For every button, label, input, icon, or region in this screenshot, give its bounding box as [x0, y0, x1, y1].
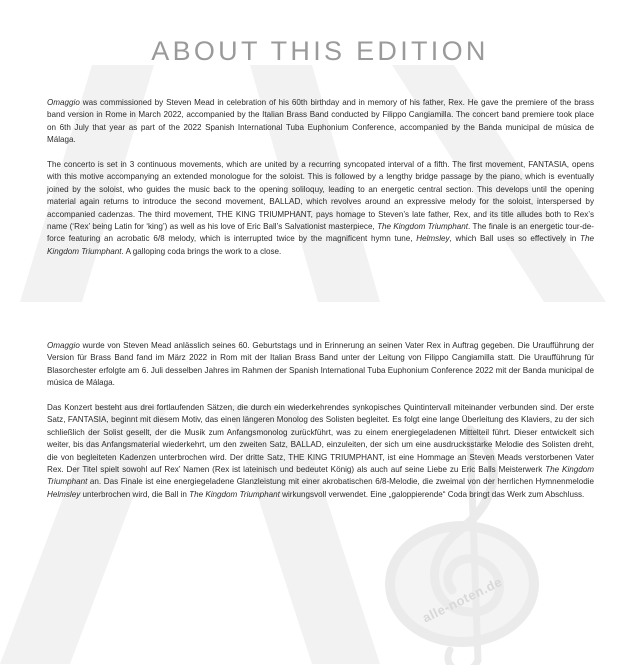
paragraph-text: , which Ball uses so effectively in	[449, 234, 581, 244]
work-title: The Kingdom Triumphant	[47, 234, 594, 256]
paragraph-text: Das Konzert besteht aus drei fortlaufenden Sätzen, die durch ein wiederkehrendes synkopisches Quintintervall miteinander verbunden sind. Der erste Satz, FANTASIA, beginnt mit diesem Motiv, das einen längeren Monolog des Solisten begleitet. Es folgt eine lange Überleitung des Klaviers, zu der sich schließlich der Solist gesellt, der die Musik zum Anfangsmonolog zurückführt, was zu einem energiegeladenen Mittelteil führt. Dieser entwickelt sich weiter, bis das Anfangsmaterial wiederkehrt, um den zweiten Satz, BALLAD, einzuleiten, der sich um eine ausdrucksstarke Melodie des Solisten dreht, die von begleiteten Kadenzen unterbrochen wird. Der dritte Satz, THE KING TRIUMPHANT, ist eine Hommage an Steven Meads verstorbenen Vater Rex. Der Titel spielt sowohl auf Rex’ Namen (Rex ist lateinisch und bedeutet König) als auch auf seine Liebe zu Eric Balls Meisterwerk	[47, 403, 594, 475]
english-paragraph-1	[47, 97, 594, 147]
hymn-title: Helmsley	[47, 489, 81, 499]
work-title: The Kingdom Triumphant	[189, 489, 280, 499]
paragraph-text: an. Das Finale ist eine energiegeladene Glanzleistung mit einer akrobatischen 6/8-Melodie, die zweimal von der herrlichen Hymnenmelodie	[87, 477, 594, 487]
work-title: The Kingdom Triumphant	[47, 465, 594, 487]
page-title: ABOUT THIS EDITION	[151, 36, 489, 66]
paragraph-text: The concerto is set in 3 continuous movements, which are united by a recurring syncopated interval of a fifth. The first movement, FANTASIA, opens with this motive accompanying an extended monologue for the soloist. This is followed by a lengthy bridge passage by the piano, which is eventually joined by the soloist, who guides the music back to the opening soliloquy, leading to an energetic central section. This develops until the opening material again returns to introduce the second movement, BALLAD, which revolves around an expressive melody for the soloist, interspersed by accompanied cadenzas. The third movement, THE KING TRIUMPHANT, pays homage to Steven’s late father, Rex, and its title alludes both to Rex’s name (‘Rex’ being Latin for ‘king’) as well as his love of Eric Ball’s Salvationist masterpiece,	[47, 160, 594, 232]
english-paragraph-2	[47, 159, 594, 258]
paragraph-text: . A galloping coda brings the work to a close.	[121, 246, 282, 256]
german-text	[47, 340, 594, 501]
german-paragraph-1	[47, 340, 594, 390]
english-text	[47, 97, 594, 258]
work-title-omaggio: Omaggio	[47, 341, 80, 350]
paragraph-text: . The finale is an energetic tour-de-force featuring an acrobatic 6/8 melody, which is interrupted twice by the magnificent hymn tune,	[47, 222, 594, 244]
watermark: alle-noten.de	[420, 573, 505, 626]
work-title-omaggio: Omaggio	[47, 98, 80, 107]
paragraph-text: wurde von Steven Mead anlässlich seines 60. Geburtstags und in Erinnerung an seinen Vater Rex in Auftrag gegeben. Die Uraufführung der Version für Brass Band fand im März 2022 in Rom mit der Italian Brass Band unter der Leitung von Filippo Cangiamilla statt. Die Uraufführung für Blasorchester erfolgte am 6. Juli desselben Jahres im Rahmen der Spanish International Tuba Euphonium Conference 2022 mit der Banda municipal de música de Málaga.	[47, 341, 594, 388]
hymn-title: Helmsley	[416, 234, 450, 244]
work-title: The Kingdom Triumphant	[377, 222, 468, 232]
paragraph-text: was commissioned by Steven Mead in celebration of his 60th birthday and in memory of his father, Rex. He gave the premiere of the brass band version in Rome in March 2022, accompanied by the Italian Brass Band conducted by Filippo Cangiamilla. The concert band premiere took place on 6th July that year as part of the 2022 Spanish International Tuba Euphonium Conference, accompanied by the Banda municipal de música de Málaga.	[47, 98, 594, 145]
german-paragraph-2	[47, 402, 594, 501]
paragraph-text: unterbrochen wird, die Ball in	[80, 489, 190, 499]
paragraph-text: wirkungsvoll verwendet. Eine „galoppierende“ Coda bringt das Werk zum Abschluss.	[279, 489, 585, 499]
